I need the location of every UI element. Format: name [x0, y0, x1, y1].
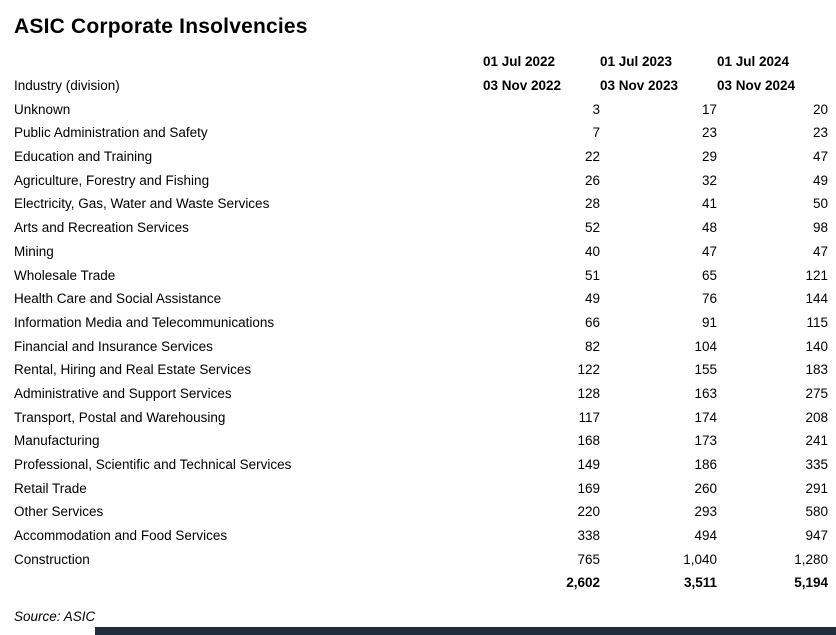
insolvency-table — [14, 50, 828, 595]
industry-cell: Accommodation and Food Services — [14, 528, 228, 544]
table-row — [14, 97, 828, 121]
value-cell-2022: 338 — [577, 528, 600, 544]
value-cell-2022: 66 — [584, 314, 600, 330]
industry-cell: Rental, Hiring and Real Estate Services — [14, 362, 252, 378]
table-body — [14, 97, 828, 571]
col-header-2022-end: 03 Nov 2022 — [483, 78, 562, 94]
value-cell-2024: 183 — [805, 362, 828, 378]
header-spacer — [14, 50, 483, 74]
value-cell-2024: 275 — [805, 385, 828, 401]
total-2024: 5,194 — [794, 575, 828, 591]
col-header-2022-start: 01 Jul 2022 — [483, 54, 556, 70]
industry-cell: Electricity, Gas, Water and Waste Services — [14, 196, 270, 212]
value-cell-2022: 122 — [577, 362, 600, 378]
source-note: Source: ASIC — [14, 608, 96, 624]
value-cell-2023: 155 — [694, 362, 717, 378]
value-cell-2022: 26 — [584, 172, 600, 188]
value-cell-2023: 41 — [701, 196, 717, 212]
value-cell-2024: 115 — [806, 314, 828, 330]
value-cell-2022: 169 — [577, 480, 600, 496]
col-header-2024-start: 01 Jul 2024 — [717, 54, 790, 70]
value-cell-2024: 47 — [812, 149, 828, 165]
value-cell-2024: 291 — [805, 480, 828, 496]
value-cell-2023: 76 — [701, 291, 717, 307]
value-cell-2024: 49 — [812, 172, 828, 188]
value-cell-2022: 220 — [577, 504, 600, 520]
industry-cell: Other Services — [14, 504, 104, 520]
table-row — [14, 382, 828, 406]
bottom-bar — [95, 627, 836, 635]
industry-cell: Unknown — [14, 101, 71, 117]
total-2022: 2,602 — [566, 575, 600, 591]
industry-cell: Health Care and Social Assistance — [14, 291, 222, 307]
table-row — [14, 334, 828, 358]
value-cell-2023: 65 — [701, 267, 717, 283]
table-row — [14, 453, 828, 477]
value-cell-2023: 23 — [701, 125, 717, 141]
value-cell-2022: 28 — [584, 196, 600, 212]
industry-column-header: Industry (division) — [14, 78, 120, 94]
totals-row — [14, 571, 828, 595]
table-row — [14, 192, 828, 216]
industry-cell: Transport, Postal and Warehousing — [14, 409, 226, 425]
value-cell-2024: 140 — [805, 338, 828, 354]
totals-label-cell — [14, 571, 483, 595]
industry-cell: Information Media and Telecommunications — [14, 314, 275, 330]
value-cell-2022: 7 — [592, 125, 600, 141]
col-header-2023-start: 01 Jul 2023 — [600, 54, 673, 70]
value-cell-2024: 20 — [812, 101, 828, 117]
value-cell-2023: 186 — [694, 457, 717, 473]
table-row — [14, 263, 828, 287]
value-cell-2022: 128 — [577, 385, 600, 401]
value-cell-2023: 91 — [701, 314, 717, 330]
industry-cell: Manufacturing — [14, 433, 100, 449]
table-row — [14, 358, 828, 382]
value-cell-2023: 1,040 — [683, 551, 717, 567]
value-cell-2024: 335 — [805, 457, 828, 473]
table-row — [14, 500, 828, 524]
industry-cell: Professional, Scientific and Technical Services — [14, 457, 292, 473]
value-cell-2024: 947 — [805, 528, 828, 544]
value-cell-2023: 163 — [694, 385, 717, 401]
industry-cell: Mining — [14, 243, 54, 259]
value-cell-2022: 765 — [577, 551, 600, 567]
value-cell-2023: 174 — [694, 409, 717, 425]
value-cell-2022: 3 — [592, 101, 600, 117]
value-cell-2022: 49 — [584, 291, 600, 307]
value-cell-2023: 260 — [694, 480, 717, 496]
value-cell-2022: 52 — [584, 220, 600, 236]
header-row-period-end — [14, 74, 828, 98]
value-cell-2024: 50 — [812, 196, 828, 212]
value-cell-2024: 121 — [805, 267, 828, 283]
industry-cell: Agriculture, Forestry and Fishing — [14, 172, 210, 188]
table-header — [14, 50, 828, 97]
table-row — [14, 547, 828, 571]
table-row — [14, 168, 828, 192]
industry-cell: Wholesale Trade — [14, 267, 116, 283]
value-cell-2023: 173 — [694, 433, 717, 449]
value-cell-2023: 47 — [701, 243, 717, 259]
value-cell-2023: 104 — [694, 338, 717, 354]
col-header-2023-end: 03 Nov 2023 — [600, 78, 679, 94]
table-footer — [14, 571, 828, 595]
table-row — [14, 121, 828, 145]
value-cell-2023: 48 — [701, 220, 717, 236]
total-2023: 3,511 — [683, 575, 717, 591]
value-cell-2023: 29 — [701, 149, 717, 165]
value-cell-2024: 1,280 — [794, 551, 828, 567]
value-cell-2022: 22 — [584, 149, 600, 165]
value-cell-2024: 144 — [805, 291, 828, 307]
value-cell-2024: 98 — [812, 220, 828, 236]
table-row — [14, 405, 828, 429]
value-cell-2022: 51 — [584, 267, 600, 283]
value-cell-2024: 241 — [805, 433, 828, 449]
value-cell-2024: 47 — [812, 243, 828, 259]
industry-cell: Administrative and Support Services — [14, 385, 232, 401]
industry-cell: Education and Training — [14, 149, 153, 165]
industry-cell: Construction — [14, 551, 90, 567]
value-cell-2024: 23 — [812, 125, 828, 141]
value-cell-2024: 580 — [805, 504, 828, 520]
value-cell-2022: 82 — [584, 338, 600, 354]
value-cell-2024: 208 — [805, 409, 828, 425]
value-cell-2023: 32 — [701, 172, 717, 188]
header-row-period-start — [14, 50, 828, 74]
page-title: ASIC Corporate Insolvencies — [14, 15, 308, 38]
table-row — [14, 311, 828, 335]
table-row — [14, 216, 828, 240]
industry-cell: Retail Trade — [14, 480, 87, 496]
table-row — [14, 476, 828, 500]
value-cell-2023: 293 — [694, 504, 717, 520]
industry-cell: Public Administration and Safety — [14, 125, 208, 141]
table-row — [14, 524, 828, 548]
industry-cell: Financial and Insurance Services — [14, 338, 213, 354]
table-row — [14, 145, 828, 169]
value-cell-2023: 494 — [694, 528, 717, 544]
col-header-2024-end: 03 Nov 2024 — [717, 78, 796, 94]
value-cell-2022: 40 — [584, 243, 600, 259]
value-cell-2022: 168 — [577, 433, 600, 449]
value-cell-2022: 117 — [578, 409, 600, 425]
table-row — [14, 429, 828, 453]
value-cell-2023: 17 — [701, 101, 717, 117]
industry-cell: Arts and Recreation Services — [14, 220, 189, 236]
table-row — [14, 240, 828, 264]
value-cell-2022: 149 — [577, 457, 600, 473]
table-row — [14, 287, 828, 311]
